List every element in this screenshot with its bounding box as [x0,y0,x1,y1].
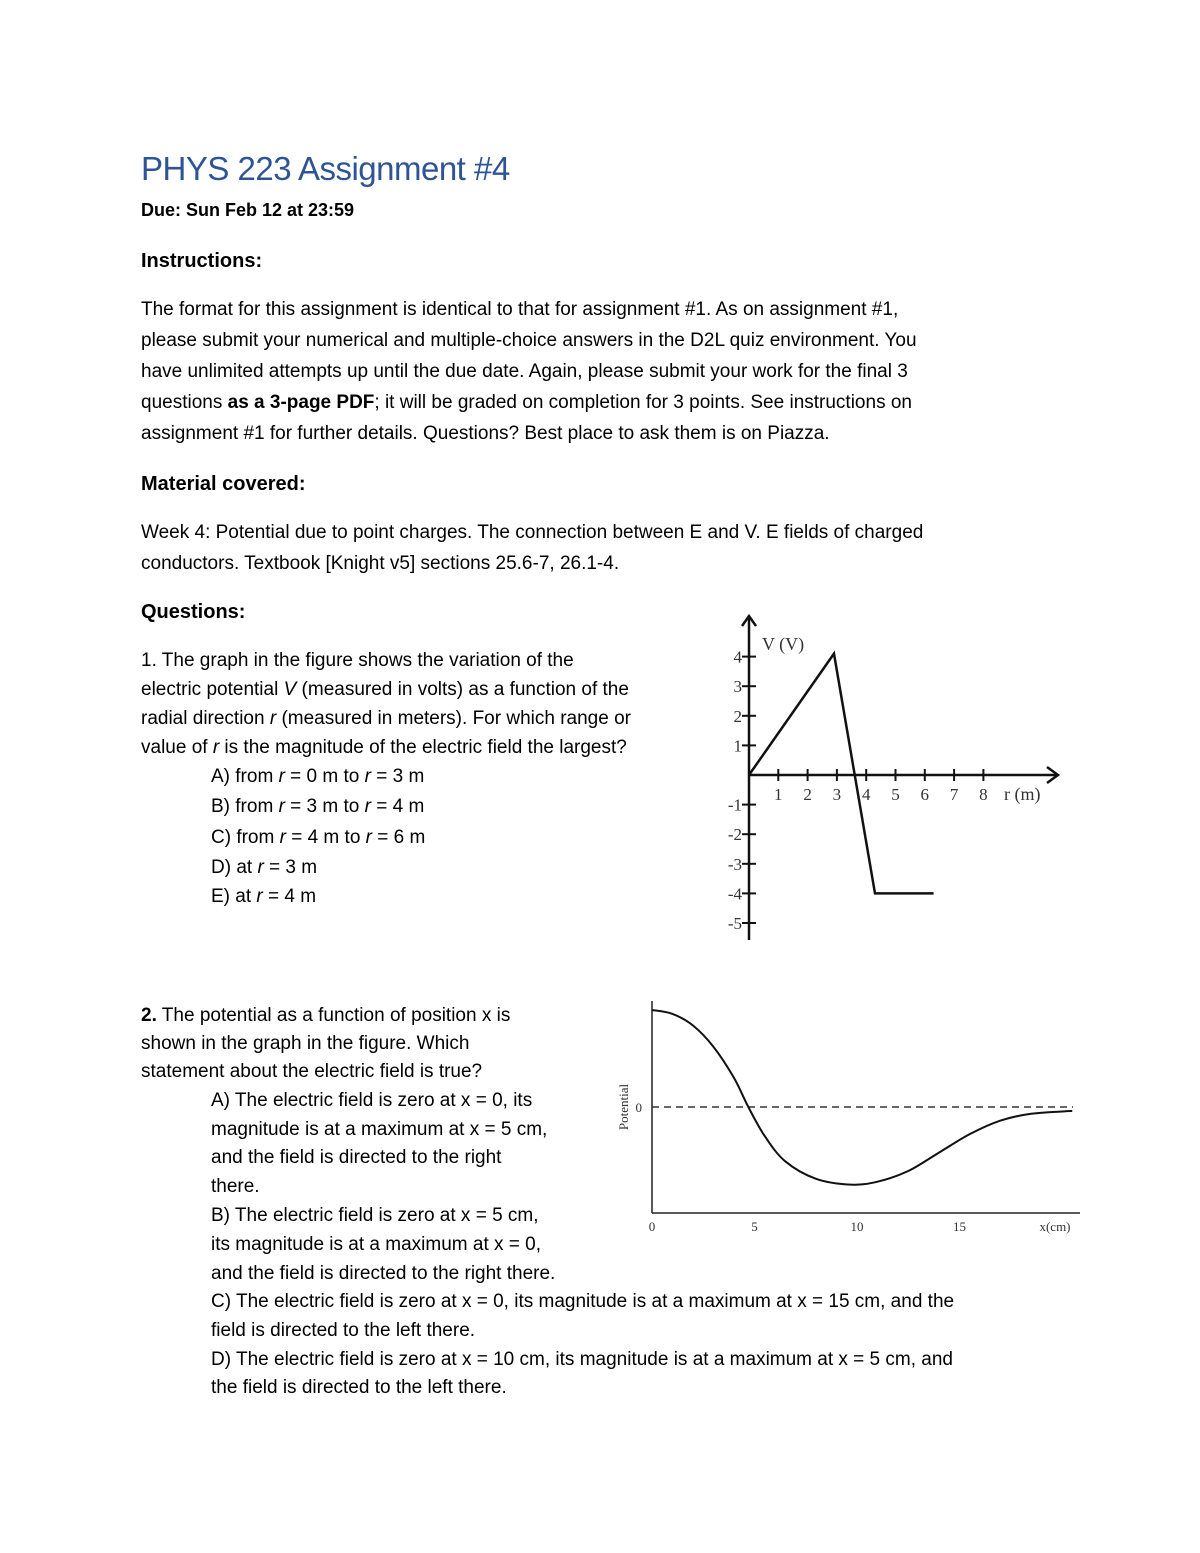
text-run: The format for this assignment is identical to that for assignment #1. As on assignment #1, [141,299,899,320]
text-run: = 0 m to [284,766,365,787]
material-heading: Material covered: [141,473,306,495]
text-run: r [278,766,285,787]
x-tick-label: 0 [648,1219,656,1234]
text-run: B) The electric field is zero at x = 5 cm, [211,1205,539,1226]
text-run: = 3 m [370,766,425,787]
text-run: assignment #1 for further details. Questions? Best place to ask them is on Piazza. [141,423,830,444]
text-run: is the magnitude of the electric field the largest? [219,737,627,758]
page-title: PHYS 223 Assignment #4 [141,150,510,187]
y-tick-label: -1 [727,795,742,815]
text-run: value of [141,737,213,758]
x-tick-label: 6 [920,785,930,804]
x-tick-label: 7 [949,785,959,804]
x-axis-label: r (m) [1004,784,1041,804]
text-run: field is directed to the left there. [211,1320,476,1341]
y-axis-label: Potential [616,1083,631,1131]
text-run: B) from [211,796,279,817]
text-run: C) The electric field is zero at x = 0, its magnitude is at a maximum at x = 15 cm, and the [211,1291,955,1312]
y-tick-label: 3 [733,677,742,697]
text-run: magnitude is at a maximum at x = 5 cm, [211,1119,548,1140]
due-date: Due: Sun Feb 12 at 23:59 [141,200,355,220]
text-run: The potential as a function of position x is [156,1005,511,1026]
y-tick-label: -5 [727,914,742,933]
text-run: (measured in meters). For which range or [276,708,631,729]
x-tick-label: 5 [891,785,900,804]
text-run: A) from [211,766,279,787]
text-run: r [365,827,372,848]
y-tick-label: -3 [727,854,742,874]
text-run: = 4 m [262,886,317,907]
text-run: radial direction [141,708,270,729]
text-run: r [257,857,264,878]
x-tick-label: 2 [803,785,812,804]
text-run: D) at [211,857,258,878]
y-axis-label: V (V) [762,634,805,654]
text-run: 1. The graph in the figure shows the variation of the [141,650,574,671]
text-run: A) The electric field is zero at x = 0, its [211,1090,533,1111]
text-run: = 4 m [370,796,425,817]
text-run: C) from [211,827,280,848]
x-tick-label: 3 [832,785,842,804]
y-tick-label: 2 [733,706,742,726]
x-tick-label: 5 [751,1219,758,1234]
potential-line [749,654,934,894]
text-run: = 6 m [372,827,426,848]
text-run: questions [141,392,228,413]
text-run: r [364,766,371,787]
text-run: r [279,827,286,848]
text-run: and the field is directed to the right [211,1147,502,1168]
text-run: r [212,737,220,758]
instructions-heading: Instructions: [141,250,263,272]
text-run: E) at [211,886,257,907]
text-run: ; it will be graded on completion for 3 points. See instructions on [374,392,912,413]
text-run: its magnitude is at a maximum at x = 0, [211,1234,541,1255]
text-run: conductors. Textbook [Knight v5] sections 25.6-7, 26.1-4. [141,553,620,574]
y-tick-label: 1 [733,736,742,756]
x-tick-label: 4 [861,785,871,804]
text-run: = 4 m to [285,827,366,848]
text-run: D) The electric field is zero at x = 10 cm, its magnitude is at a maximum at x = 5 cm, and [211,1349,953,1370]
text-run: 2. [141,1005,157,1026]
text-run: statement about the electric field is true? [141,1061,483,1082]
questions-heading: Questions: [141,601,246,623]
text-run: = 3 m to [284,796,365,817]
y-tick-label: -4 [727,884,742,904]
text-run: and the field is directed to the right there. [211,1263,556,1284]
text-run: have unlimited attempts up until the due date. Again, please submit your work for the final 3 [141,361,908,382]
x-tick-label: 15 [953,1219,966,1234]
y-tick-label: 4 [733,647,742,667]
text-run: Week 4: Potential due to point charges. The connection between E and V. E fields of charged [141,522,924,543]
text-run: (measured in volts) as a function of the [296,679,629,700]
text-run: there. [211,1176,260,1197]
text-run: r [256,886,263,907]
text-run: shown in the graph in the figure. Which [141,1033,470,1054]
x-tick-label: 1 [774,785,783,804]
potential-curve [652,1010,1072,1185]
x-tick-label: 8 [979,785,988,804]
x-axis-label: x(cm) [1039,1219,1071,1234]
text-run: V [283,679,297,700]
text-run: as a 3-page PDF [227,392,375,413]
text-run: electric potential [141,679,284,700]
y-tick-label: -2 [727,825,742,845]
text-run: r [278,796,285,817]
text-run: r [364,796,371,817]
y-tick-label: 0 [635,1100,642,1115]
text-run: r [269,708,277,729]
text-run: please submit your numerical and multiple-choice answers in the D2L quiz environment. You [141,330,917,351]
text-run: = 3 m [263,857,318,878]
x-tick-label: 10 [850,1219,864,1234]
text-run: the field is directed to the left there. [211,1377,507,1398]
